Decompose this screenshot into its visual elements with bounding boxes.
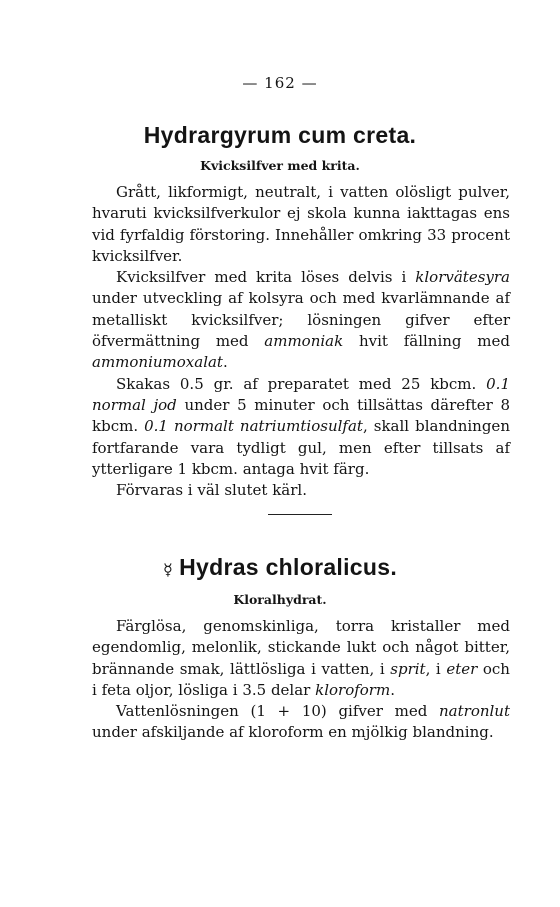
section-title-hydras <box>0 554 560 581</box>
text: under 5 minuter och tillsättas därefter 8 kbcm. <box>92 395 510 436</box>
text: Vattenlösningen (1 + 10) gifver med <box>116 702 440 721</box>
section-subtitle-kvicksilfver: Kvicksilfver med krita. <box>200 158 360 173</box>
reagent-term: natronlut <box>439 702 510 721</box>
reagent-term: ammoniumoxalat <box>92 353 223 372</box>
reagent-term: normalt natriumtiosulfat <box>167 417 363 436</box>
reagent-term: ammoniak <box>264 332 344 351</box>
paragraph-storage: Förvaras i väl slutet kärl. <box>116 481 307 500</box>
reagent-term: normal jod <box>92 395 177 414</box>
mercury-symbol-icon: ☿ <box>162 560 174 579</box>
text: Färglösa, genomskinliga, torra kristaller med egendomlig, melonlik, stickande lukt och något bitter, brännande smak, lättlösliga i vatten, i <box>92 617 510 678</box>
text: . <box>390 680 395 699</box>
number: 0.5 <box>179 374 204 393</box>
text: hvit fällning med <box>343 332 510 351</box>
number: 3.5 <box>242 680 267 699</box>
text: Skakas <box>116 374 180 393</box>
text: under utveckling af kolsyra och med kvarlämnande af metalliskt kvicksilfver; lösningen gifver efter öfvermättning med <box>92 289 510 351</box>
text: . <box>222 353 228 372</box>
page-number: — 162 — <box>242 74 318 92</box>
section-title-hydrargyrum: Hydrargyrum cum creta. <box>143 122 417 148</box>
text: under afskiljande af kloroform en mjölkig blandning. <box>92 723 494 742</box>
section-divider <box>268 514 332 515</box>
paragraph-description <box>92 616 510 701</box>
text: Kvicksilfver med krita löses delvis i <box>116 268 416 287</box>
reagent-term: klorvätesyra <box>415 268 510 287</box>
section-subtitle-kloralhydrat: Kloralhydrat. <box>233 592 327 607</box>
text: och i feta oljor, lösliga i <box>92 659 510 699</box>
reagent-term: sprit <box>390 659 426 678</box>
reagent-term: eter <box>446 659 478 678</box>
number: 0.1 <box>144 417 168 436</box>
section-body-hydrargyrum <box>92 182 510 501</box>
text: delar <box>266 680 316 699</box>
text: , skall blandningen fortfarande vara tydligt gul, men efter tillsats af ytterligare 1 kbcm. antaga hvit färg. <box>92 417 510 478</box>
text: gr. af preparatet med 25 kbcm. <box>203 374 487 393</box>
title-text: Hydras chloralicus. <box>179 554 398 580</box>
paragraph-reaction <box>92 701 510 744</box>
paragraph-reactions <box>92 267 510 373</box>
text: , i <box>425 659 447 678</box>
number: 0.1 <box>486 374 510 393</box>
paragraph-assay <box>92 374 510 480</box>
paragraph-description: Grått, likformigt, neutralt, i vatten olösligt pulver, hvaruti kvicksilfverkulor ej skola kunna iakttagas ens vid fyrfaldig förstoring. Innehåller omkring 33 procent kvicksilfver. <box>92 183 510 265</box>
section-body-hydras <box>92 616 510 744</box>
reagent-term: kloroform <box>315 680 391 699</box>
